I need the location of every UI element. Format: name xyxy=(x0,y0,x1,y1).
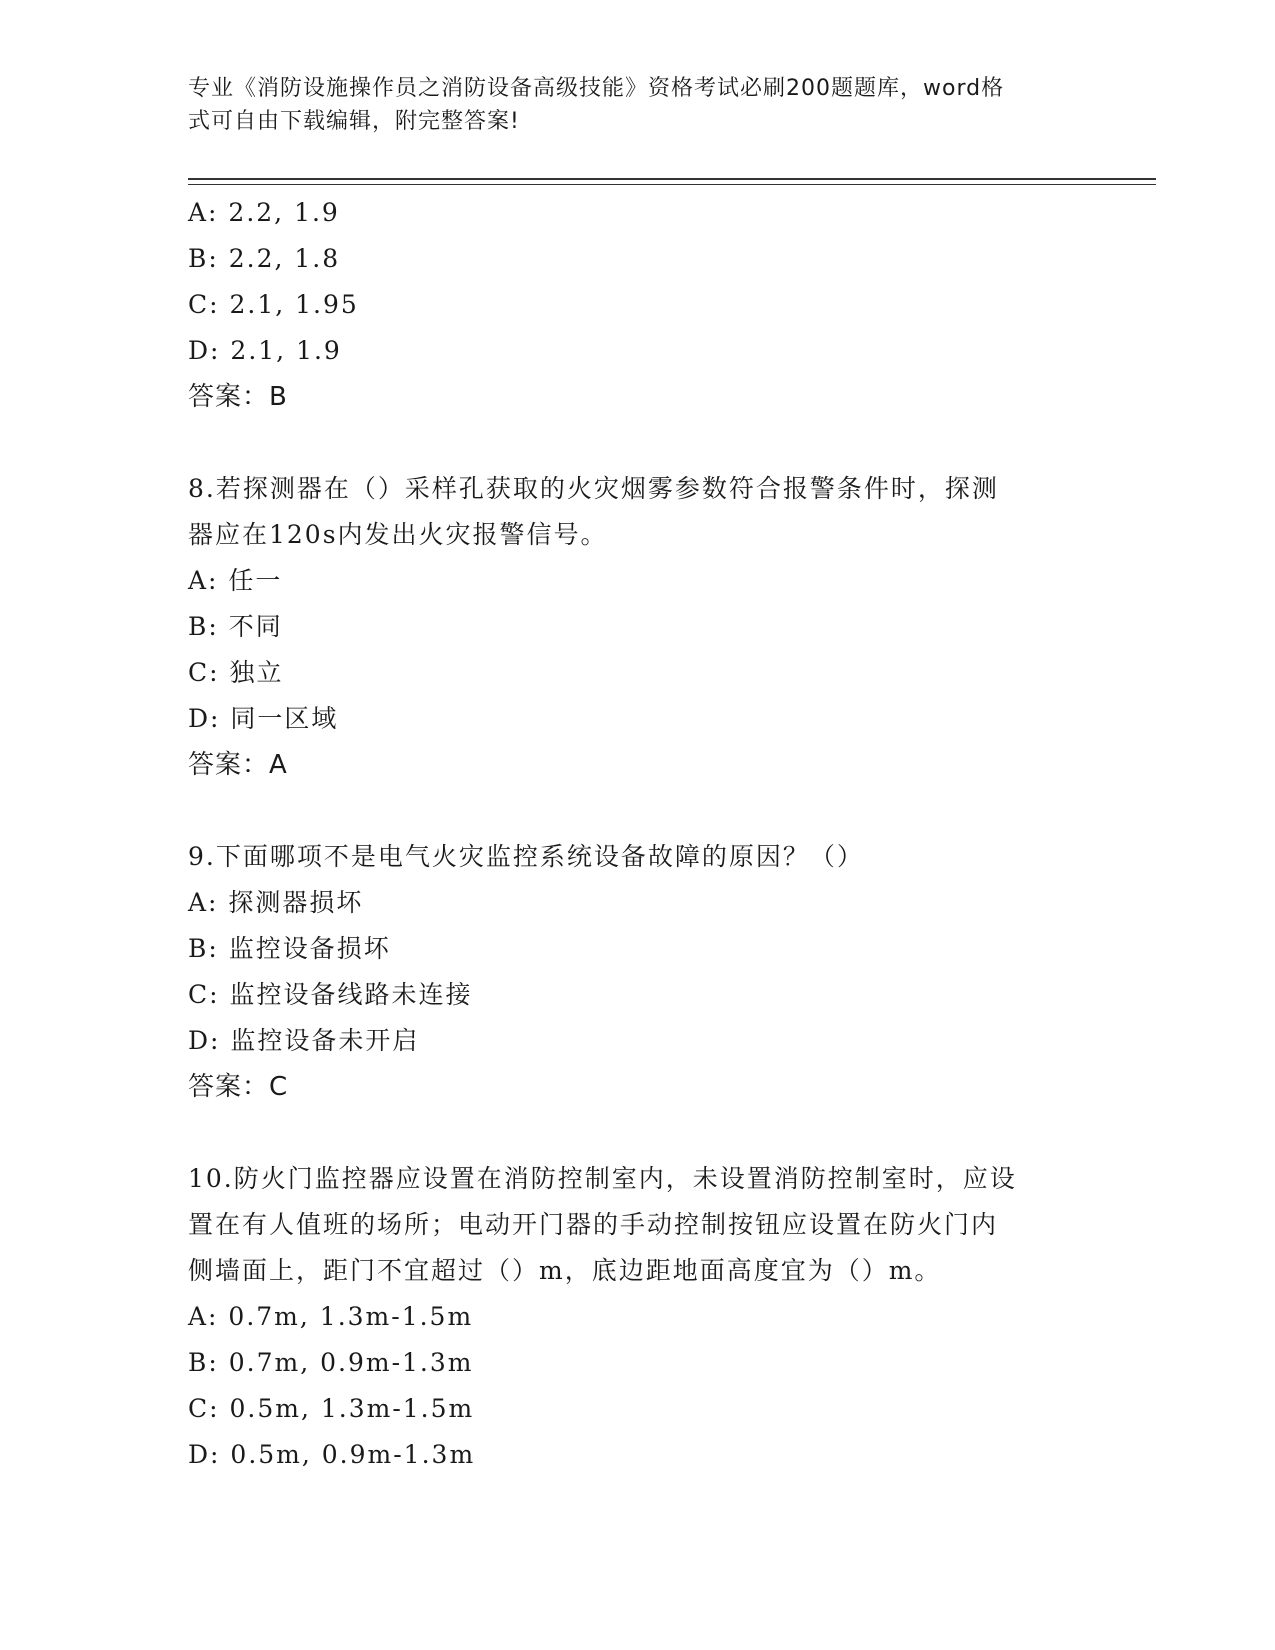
option-b: B: 2.2, 1.8 xyxy=(188,244,341,273)
question-list xyxy=(188,190,1088,1478)
option-b: B: 0.7m, 0.9m-1.3m xyxy=(188,1348,474,1377)
option-d: D: 同一区域 xyxy=(188,704,339,733)
option-b: B: 监控设备损坏 xyxy=(188,934,391,963)
question-text-line: 置在有人值班的场所；电动开门器的手动控制按钮应设置在防火门内 xyxy=(188,1210,999,1239)
spacer xyxy=(188,788,1088,834)
option-c: C: 监控设备线路未连接 xyxy=(188,980,473,1009)
document-header xyxy=(188,72,1088,138)
question-9 xyxy=(188,834,1088,1110)
option-a: A: 任一 xyxy=(188,566,283,595)
option-c: C: 2.1, 1.95 xyxy=(188,290,359,319)
header-line-2: 式可自由下载编辑，附完整答案! xyxy=(188,109,520,134)
question-text-line: 9.下面哪项不是电气火灾监控系统设备故障的原因？（） xyxy=(188,842,864,871)
question-10 xyxy=(188,1156,1088,1478)
question-8 xyxy=(188,466,1088,788)
answer-line: 答案：A xyxy=(188,750,288,780)
question-text-line: 8.若探测器在（）采样孔获取的火灾烟雾参数符合报警条件时，探测 xyxy=(188,474,999,503)
question-text-line: 侧墙面上，距门不宜超过（）m，底边距地面高度宜为（）m。 xyxy=(188,1256,942,1285)
option-d: D: 2.1, 1.9 xyxy=(188,336,342,365)
answer-line: 答案：B xyxy=(188,382,288,412)
option-a: A: 2.2, 1.9 xyxy=(188,198,340,227)
question-text-line: 10.防火门监控器应设置在消防控制室内，未设置消防控制室时，应设 xyxy=(188,1164,1017,1193)
option-a: A: 0.7m, 1.3m-1.5m xyxy=(188,1302,474,1331)
answer-line: 答案：C xyxy=(188,1072,289,1102)
header-line-1: 专业《消防设施操作员之消防设备高级技能》资格考试必刷200题题库，word格 xyxy=(188,76,1005,101)
header-rule-thin xyxy=(188,184,1156,185)
option-d: D: 0.5m, 0.9m-1.3m xyxy=(188,1440,476,1469)
option-a: A: 探测器损坏 xyxy=(188,888,364,917)
question-text-line: 器应在120s内发出火灾报警信号。 xyxy=(188,520,608,549)
option-b: B: 不同 xyxy=(188,612,283,641)
option-d: D: 监控设备未开启 xyxy=(188,1026,420,1055)
option-c: C: 独立 xyxy=(188,658,284,687)
spacer xyxy=(188,420,1088,466)
header-rule-thick xyxy=(188,178,1156,180)
question-7 xyxy=(188,190,1088,420)
option-c: C: 0.5m, 1.3m-1.5m xyxy=(188,1394,475,1423)
spacer xyxy=(188,1110,1088,1156)
